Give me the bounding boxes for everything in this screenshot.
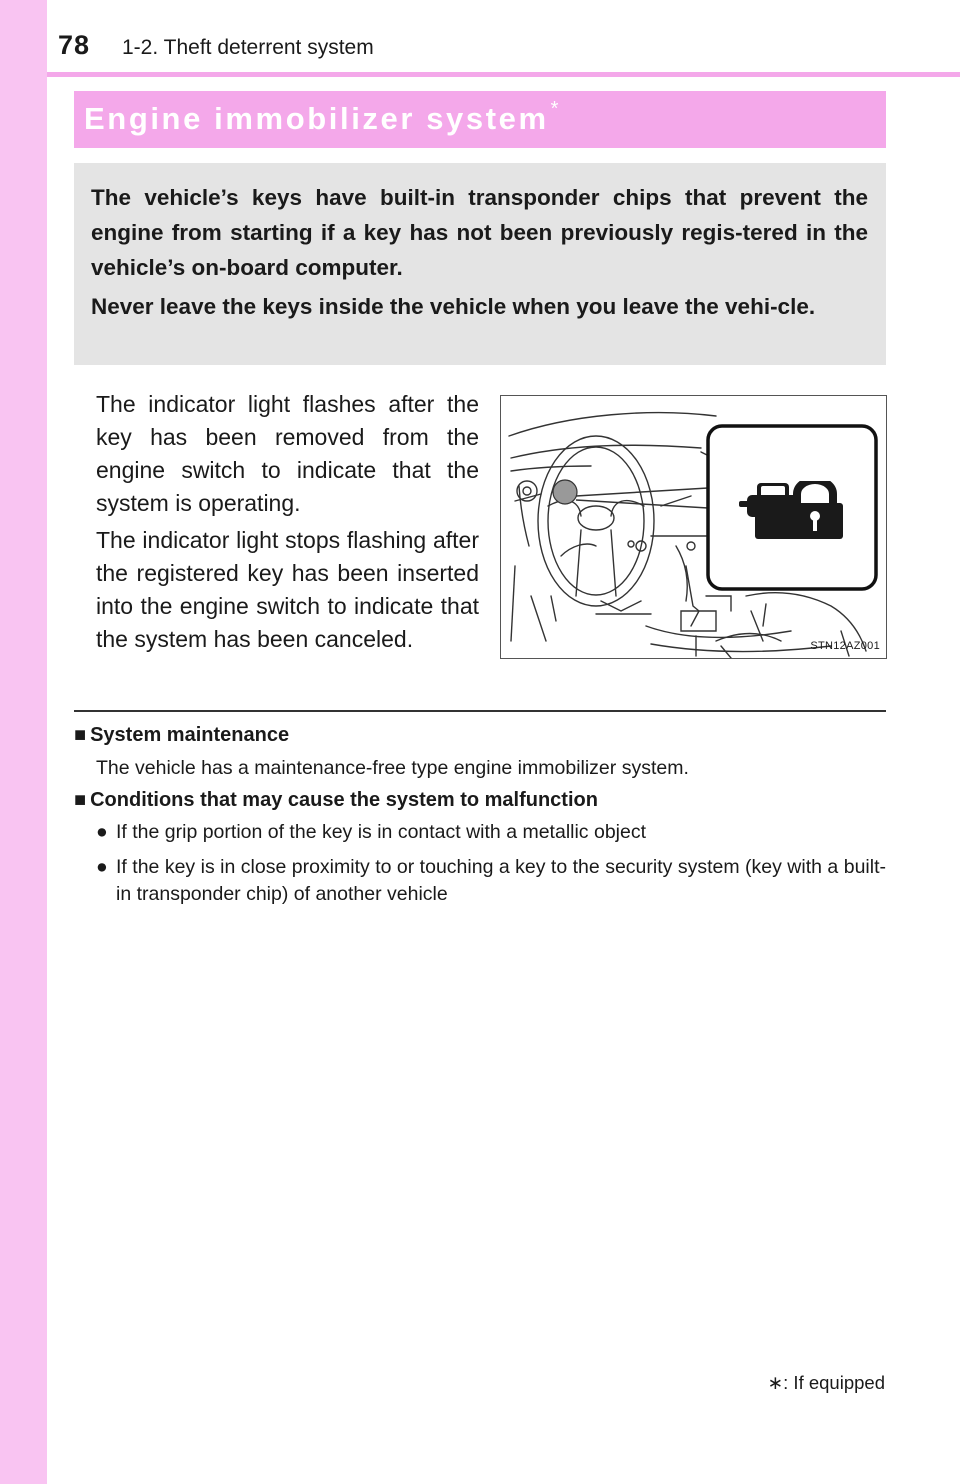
figure-code: STN12AZ001 (810, 640, 880, 652)
footnote-marker: ∗ (767, 1372, 784, 1393)
bullet-text: If the grip portion of the key is in contact with a metallic object (116, 821, 647, 843)
car-padlock-indicator-icon (737, 481, 847, 541)
dashboard-figure (500, 395, 887, 659)
list-item (96, 819, 886, 846)
bullet-dot: ● (96, 821, 108, 843)
footnote (768, 1372, 885, 1394)
header-rule (47, 72, 960, 77)
footnote-text: : If equipped (783, 1372, 885, 1393)
title-marker: * (550, 98, 559, 120)
section-header: 1-2. Theft deterrent system (122, 36, 374, 59)
bullet-text: If the key is in close proximity to or touching a key to the security system (key with a built-in transponder chip) of another vehicle (116, 856, 886, 905)
heading-marker: ■ (74, 724, 87, 746)
intro-paragraph: The vehicle’s keys have built-in transponder chips that prevent the engine from starting if a key has not been previously regis-tered in the vehicle’s on-board computer. (91, 185, 868, 280)
body-paragraph: The indicator light stops flashing after the registered key has been inserted into the engine switch to indicate that the system has been canceled. (96, 527, 479, 652)
note-heading-malfunction (74, 789, 598, 812)
note-heading-maintenance (74, 724, 289, 747)
bullet-dot: ● (96, 856, 108, 878)
body-paragraph: The indicator light flashes after the key has been removed from the engine switch to indicate that the system is operating. (96, 391, 479, 516)
list-item (96, 854, 886, 908)
note-heading-text: Conditions that may cause the system to malfunction (90, 789, 598, 811)
page-title-text: Engine immobilizer system (84, 101, 549, 136)
note-heading-text: System maintenance (90, 724, 290, 746)
intro-paragraph: Never leave the keys inside the vehicle when you leave the vehi-cle. (91, 294, 816, 319)
intro-box (74, 163, 886, 365)
title-bar (74, 91, 886, 148)
section-divider (74, 710, 886, 712)
side-band (0, 0, 47, 1484)
page-number: 78 (58, 30, 91, 60)
note-text-maintenance: The vehicle has a maintenance-free type engine immobilizer system. (96, 757, 689, 779)
heading-marker: ■ (74, 789, 87, 811)
page-title (84, 98, 559, 137)
